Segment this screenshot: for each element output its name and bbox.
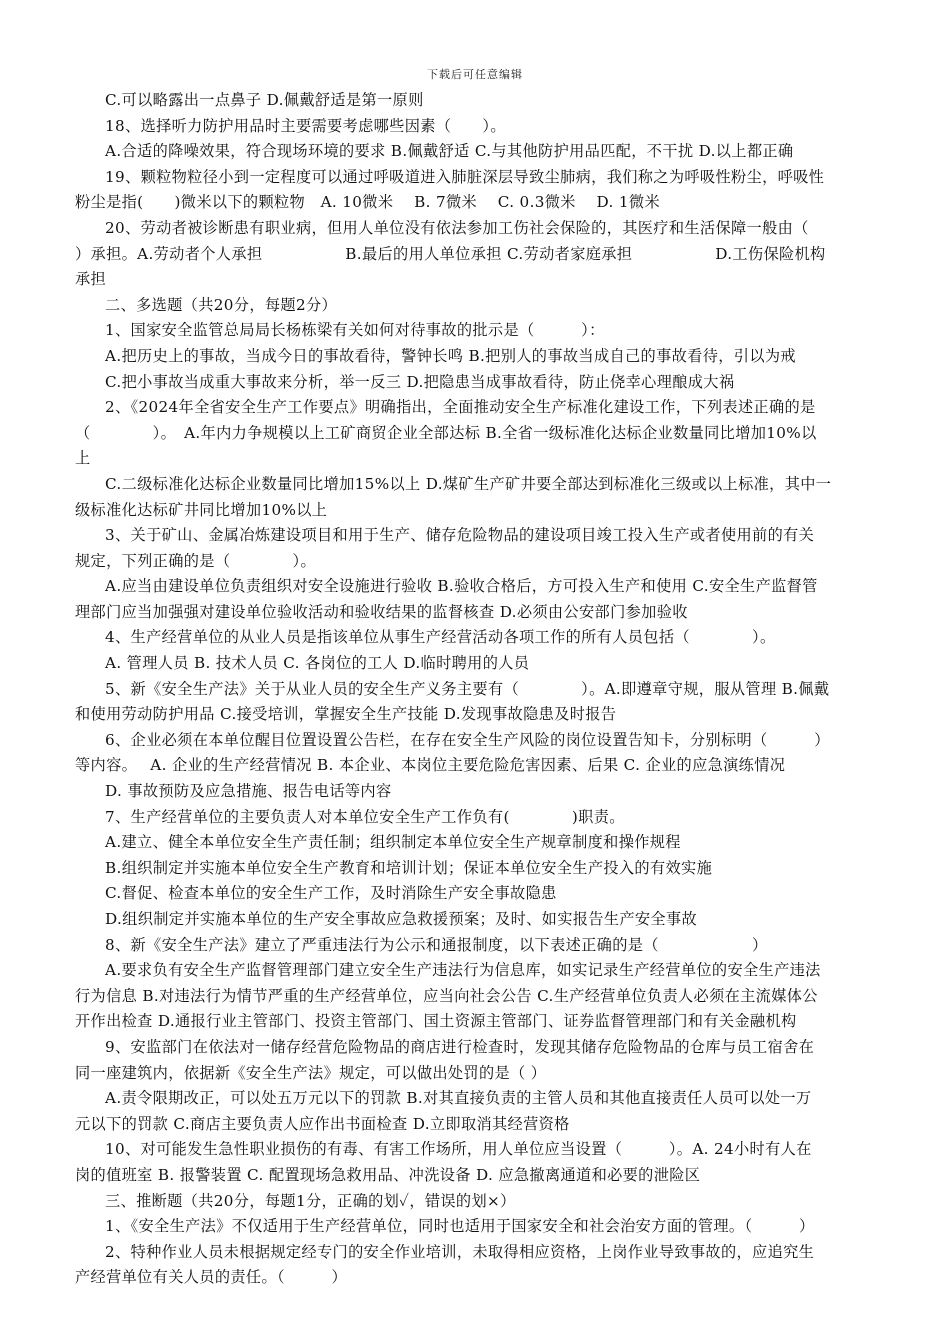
- text-line: C.把小事故当成重大事故来分析，举一反三 D.把隐患当成事故看待，防止侥幸心理酿成大祸: [105, 372, 735, 391]
- text-line: 6、企业必须在本单位醒目位置设置公告栏，在存在安全生产风险的岗位设置告知卡，分别标明（ ）: [105, 730, 830, 749]
- text-line: 三、推断题（共20分，每题1分，正确的划✓，错误的划×）: [105, 1191, 516, 1210]
- text-line: 4、生产经营单位的从业人员是指该单位从事生产经营活动各项工作的所有人员包括（ ）。: [105, 628, 776, 647]
- text-line: C.督促、检查本单位的安全生产工作，及时消除生产安全事故隐患: [105, 884, 557, 903]
- text-line: 8、新《安全生产法》建立了严重违法行为公示和通报制度，以下表述正确的是（ ）: [105, 935, 768, 954]
- text-line: C.可以略露出一点鼻子 D.佩戴舒适是第一原则: [105, 91, 424, 109]
- text-line: 同一座建筑内，依据新《安全生产法》规定，可以做出处罚的是（ ）: [75, 1063, 547, 1082]
- text-line: 7、生产经营单位的主要负责人对本单位安全生产工作负有( )职责。: [105, 807, 625, 826]
- header-note: 下载后可任意编辑: [427, 68, 523, 81]
- text-line: B.组织制定并实施本单位安全生产教育和培训计划；保证本单位安全生产投入的有效实施: [105, 858, 713, 877]
- text-line: 10、对可能发生急性职业损伤的有毒、有害工作场所，用人单位应当设置（ ）。A. 24小时有人在: [105, 1140, 812, 1159]
- text-line: 3、关于矿山、金属冶炼建设项目和用于生产、储存危险物品的建设项目竣工投入生产或者使用前的有关: [105, 526, 815, 545]
- text-line: 2、《2024年全省安全生产工作要点》明确指出，全面推动安全生产标准化建设工作，下列表述正确的是: [105, 398, 816, 417]
- text-line: 开作出检查 D.通报行业主管部门、投资主管部门、国土资源主管部门、证券监督管理部门和有关金融机构: [75, 1012, 797, 1031]
- document-body: [75, 88, 877, 1291]
- text-line: 5、新《安全生产法》关于从业人员的安全生产义务主要有（ ）。A.即遵章守规，服从管理 B.佩戴: [105, 679, 830, 698]
- text-line: 20、劳动者被诊断患有职业病，但用人单位没有依法参加工伤社会保险的，其医疗和生活保障一般由（: [105, 218, 809, 237]
- text-line: C.二级标准化达标企业数量同比增加15%以上 D.煤矿生产矿井要全部达到标准化三级或以上标准，其中一: [105, 474, 832, 493]
- text-line: 二、多选题（共20分，每题2分）: [105, 295, 338, 314]
- text-line: 理部门应当加强强对建设单位验收活动和验收结果的监督核查 D.必须由公安部门参加验收: [75, 602, 688, 621]
- text-line: 行为信息 B.对违法行为情节严重的生产经营单位，应当向社会公告 C.生产经营单位负责人必须在主流媒体公: [75, 986, 818, 1005]
- text-line: 产经营单位有关人员的责任。（ ）: [75, 1268, 348, 1287]
- text-line: A. 管理人员 B. 技术人员 C. 各岗位的工人 D.临时聘用的人员: [105, 654, 530, 673]
- text-line: 元以下的罚款 C.商店主要负责人应作出书面检查 D.立即取消其经营资格: [75, 1114, 570, 1133]
- text-line: 岗的值班室 B. 报警装置 C. 配置现场急救用品、冲洗设备 D. 应急撤离通道和必要的泄险区: [75, 1165, 701, 1184]
- text-line: A.要求负有安全生产监督管理部门建立安全生产违法行为信息库，如实记录生产经营单位的安全生产违法: [105, 961, 821, 980]
- text-line: 2、特种作业人员未根据规定经专门的安全作业培训，未取得相应资格，上岗作业导致事故的，应追究生: [105, 1242, 815, 1261]
- text-line: 9、安监部门在依法对一储存经营危险物品的商店进行检查时，发现其储存危险物品的仓库与员工宿舍在: [105, 1037, 815, 1056]
- text-line: A.把历史上的事故，当成今日的事故看待，警钟长鸣 B.把别人的事故当成自己的事故看待，引以为戒: [105, 346, 796, 365]
- text-line: 规定，下列正确的是（ ）。: [75, 551, 316, 570]
- text-line: 和使用劳动防护用品 C.接受培训，掌握安全生产技能 D.发现事故隐患及时报告: [75, 705, 617, 724]
- text-line: A.合适的降噪效果，符合现场环境的要求 B.佩戴舒适 C.与其他防护用品匹配，不干扰 D.以上都正确: [105, 142, 794, 161]
- text-line: （ ）。 A.年内力争规模以上工矿商贸企业全部达标 B.全省一级标准化达标企业数量同比增加10%以: [75, 423, 817, 442]
- text-line: A.应当由建设单位负责组织对安全设施进行验收 B.验收合格后，方可投入生产和使用 C.安全生产监督管: [105, 577, 818, 596]
- text-line: ）承担。A.劳动者个人承担 B.最后的用人单位承担 C.劳动者家庭承担 D.工伤保险机构: [75, 244, 826, 263]
- text-line: 19、颗粒物粒径小到一定程度可以通过呼吸道进入肺脏深层导致尘肺病，我们称之为呼吸性粉尘，呼吸性: [105, 167, 825, 186]
- text-line: 18、选择听力防护用品时主要需要考虑哪些因素（ ）。: [105, 116, 506, 135]
- text-line: D. 事故预防及应急措施、报告电话等内容: [105, 782, 392, 801]
- text-line: 等内容。 A. 企业的生产经营情况 B. 本企业、本岗位主要危险危害因素、后果 C. 企业的应急演练情况: [75, 756, 786, 775]
- text-line: 1、国家安全监管总局局长杨栋梁有关如何对待事故的批示是（ ）：: [105, 321, 605, 340]
- text-line: 粉尘是指( )微米以下的颗粒物 A. 10微米 B. 7微米 C. 0.3微米 D. 1微米: [75, 193, 660, 212]
- text-line: 1、《安全生产法》不仅适用于生产经营单位，同时也适用于国家安全和社会治安方面的管理。（ ）: [105, 1217, 815, 1236]
- text-line: A.责令限期改正，可以处五万元以下的罚款 B.对其直接负责的主管人员和其他直接责任人员可以处一万: [105, 1089, 812, 1108]
- text-line: A.建立、健全本单位安全生产责任制；组织制定本单位安全生产规章制度和操作规程: [105, 833, 681, 852]
- text-line: D.组织制定并实施本单位的生产安全事故应急救援预案；及时、如实报告生产安全事故: [105, 910, 698, 928]
- text-line: 承担: [75, 270, 107, 289]
- text-line: 上: [75, 449, 91, 468]
- text-line: 级标准化达标矿井同比增加10%以上: [75, 500, 328, 519]
